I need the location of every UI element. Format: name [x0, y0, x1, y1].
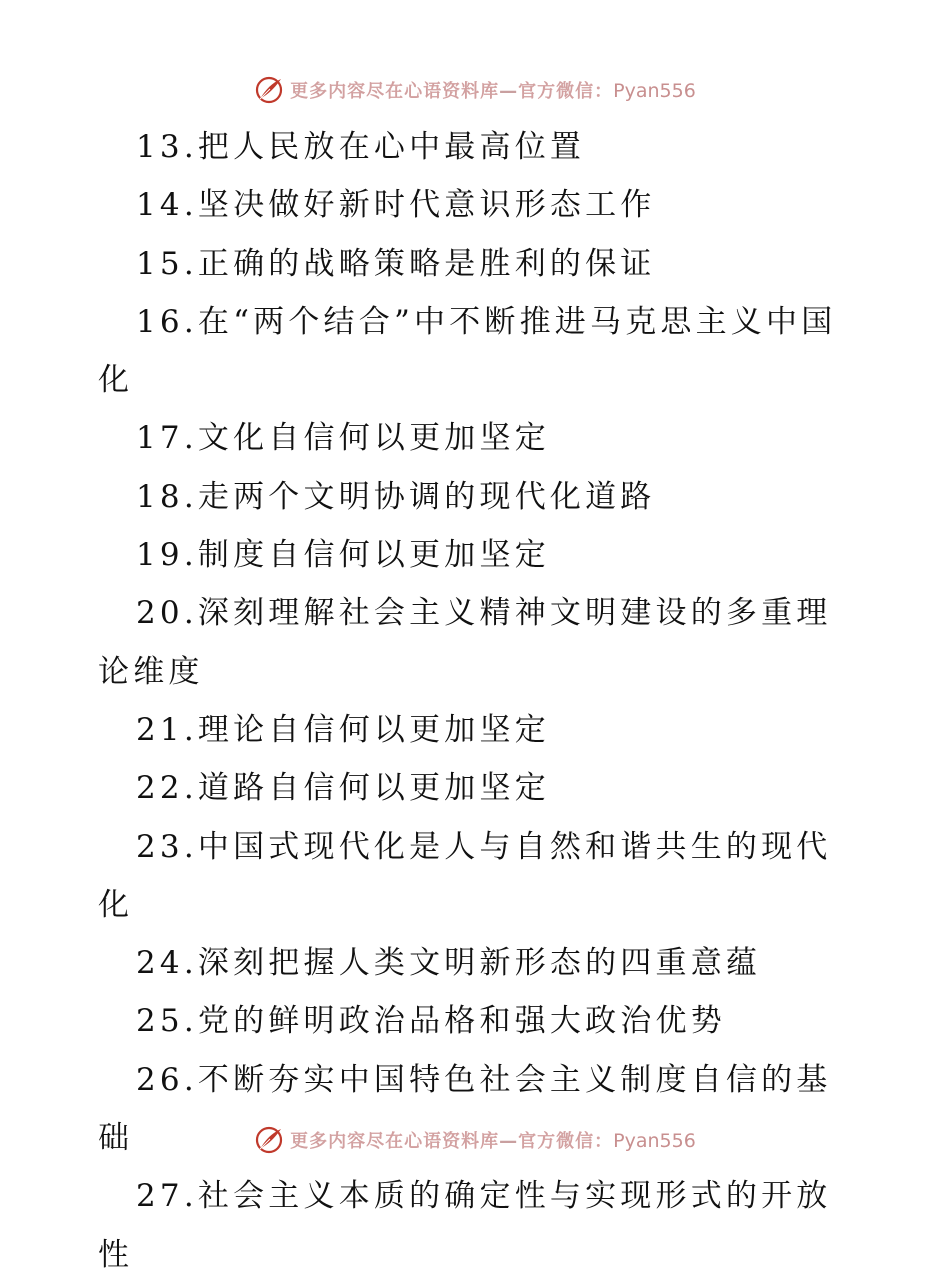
list-item: 20.深刻理解社会主义精神文明建设的多重理论维度	[98, 595, 832, 690]
list-item: 18.走两个文明协调的现代化道路	[136, 478, 656, 515]
list-item: 17.文化自信何以更加坚定	[136, 420, 550, 457]
list-item: 27.社会主义本质的确定性与实现形式的开放性	[98, 1178, 832, 1273]
list-item: 15.正确的战略策略是胜利的保证	[136, 245, 656, 282]
document-body	[98, 118, 838, 1284]
feather-pen-logo-icon	[254, 1125, 284, 1155]
list-item: 23.中国式现代化是人与自然和谐共生的现代化	[98, 828, 832, 923]
watermark-text: 更多内容尽在心语资料库—官方微信：Pyan556	[290, 80, 696, 102]
list-item: 13.把人民放在心中最高位置	[136, 129, 586, 165]
list-item: 14.坚决做好新时代意识形态工作	[136, 187, 656, 224]
list-item: 21.理论自信何以更加坚定	[136, 711, 550, 748]
list-item: 25.党的鲜明政治品格和强大政治优势	[136, 1003, 726, 1040]
list-item: 24.深刻把握人类文明新形态的四重意蕴	[136, 945, 762, 982]
feather-pen-logo-icon	[254, 75, 284, 105]
list-item: 26.不断夯实中国特色社会主义制度自信的基础	[98, 1061, 832, 1157]
footer-watermark	[0, 1120, 950, 1160]
watermark-text: 更多内容尽在心语资料库—官方微信：Pyan556	[290, 1130, 696, 1152]
list-item: 22.道路自信何以更加坚定	[136, 770, 550, 807]
header-watermark	[0, 70, 950, 110]
list-item: 16.在“两个结合”中不断推进马克思主义中国化	[98, 303, 837, 399]
list-item: 19.制度自信何以更加坚定	[136, 537, 550, 574]
